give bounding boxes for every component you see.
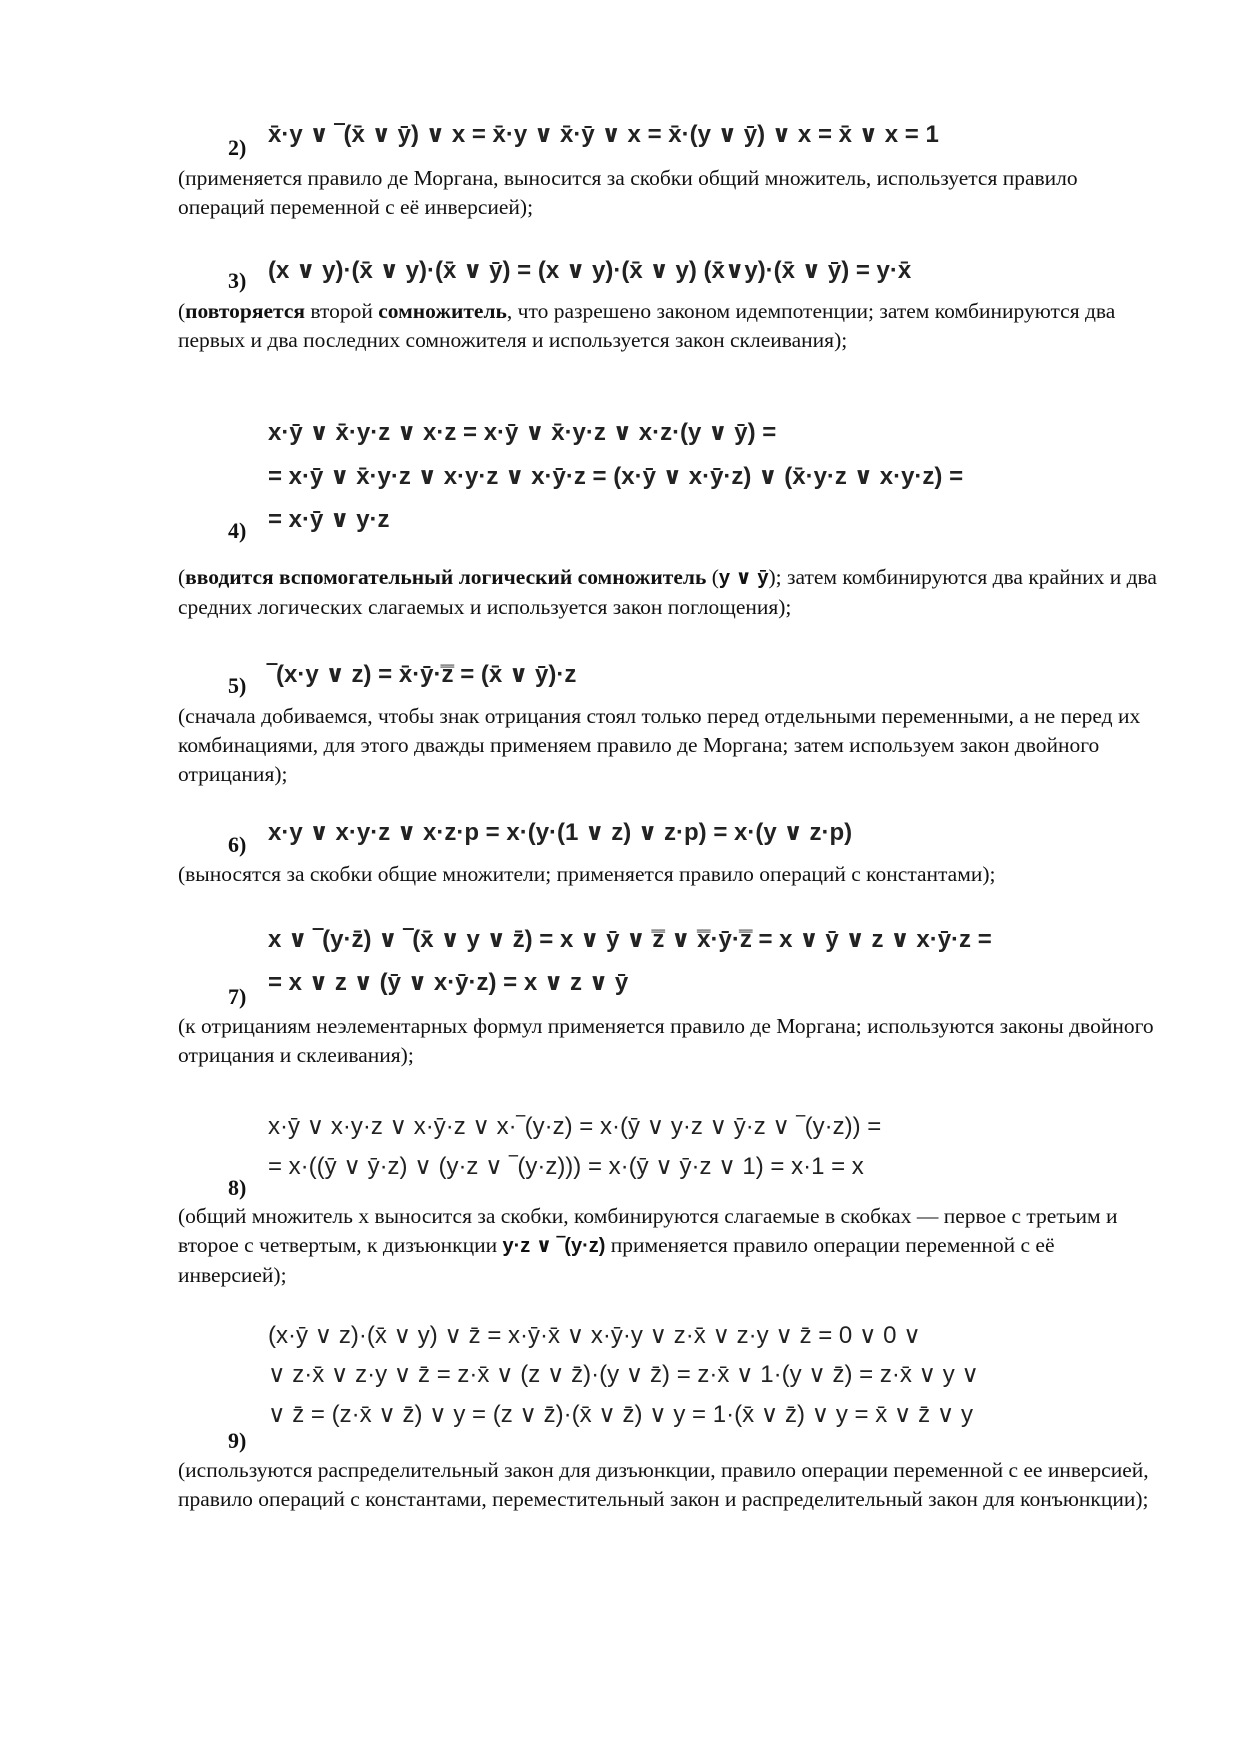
item-4-number: 4) xyxy=(228,518,247,543)
item-8-inline-formula: y·z ∨ ‾(y·z) xyxy=(502,1235,606,1257)
item-4-formula-line-1: x·ȳ ∨ x̄·y·z ∨ x·z = x·ȳ ∨ x̄·y·z ∨ x·z·(y ∨ ȳ) = xyxy=(268,419,777,446)
item-4-formula-line-2: = x·ȳ ∨ x̄·y·z ∨ x·y·z ∨ x·ȳ·z = (x·ȳ ∨ x·ȳ·z) ∨ (x̄·y·z ∨ x·y·z) = xyxy=(268,463,964,490)
item-5-explanation: (сначала добиваемся, чтобы знак отрицания стоял только перед отдельными переменными, а не перед их комбинациями, для этого дважды применяем правило де Моргана; затем используем закон двойного отрицания); xyxy=(178,704,1141,786)
item-8-text-1: (общий множитель x выносится за скобки, комбинируются слагаемые в скобках — первое с третьим и второе с четвертым, к дизъюнкции xyxy=(178,1204,1118,1257)
item-8-formula-line-1: x·ȳ ∨ x·y·z ∨ x·ȳ·z ∨ x·‾(y·z) = x·(ȳ ∨ y·z ∨ ȳ·z ∨ ‾(y·z)) = xyxy=(268,1113,882,1140)
item-9-formula-line-3: ∨ z̄ = (z·x̄ ∨ z̄) ∨ y = (z ∨ z̄)·(x̄ ∨ z̄) ∨ y = 1·(x̄ ∨ z̄) ∨ y = x̄ ∨ z̄ ∨ y xyxy=(268,1401,974,1428)
item-7-formula-line-2: = x ∨ z ∨ (ȳ ∨ x·ȳ·z) = x ∨ z ∨ ȳ xyxy=(268,969,629,996)
item-2-number: 2) xyxy=(228,135,247,160)
item-6-number: 6) xyxy=(228,832,247,857)
item-3-number: 3) xyxy=(228,268,247,293)
item-6-explanation: (выносятся за скобки общие множители; применяется правило операций с константами); xyxy=(178,862,996,886)
item-7-explanation: (к отрицаниям неэлементарных формул применяется правило де Моргана; используются законы двойного отрицания и склеивания); xyxy=(178,1014,1154,1067)
item-5-number: 5) xyxy=(228,673,247,698)
item-3-formula: (x ∨ y)·(x̄ ∨ y)·(x̄ ∨ ȳ) = (x ∨ y)·(x̄ ∨ y) (x̄∨y)·(x̄ ∨ ȳ) = y·x̄ xyxy=(268,257,912,284)
item-2-formula: x̄·y ∨ ‾(x̄ ∨ ȳ) ∨ x = x̄·y ∨ x̄·ȳ ∨ x = x̄·(y ∨ ȳ) ∨ x = x̄ ∨ x = 1 xyxy=(268,121,939,148)
item-2-explanation: (применяется правило де Моргана, выносится за скобки общий множитель, используется правило операций переменной с её инверсией); xyxy=(178,166,1078,219)
item-8-explanation xyxy=(178,1202,1168,1290)
item-4-text: ); затем комбинируются два крайних и два средних логических слагаемых и используется закон поглощения); xyxy=(178,565,1157,619)
item-6-formula: x·y ∨ x·y·z ∨ x·z·p = x·(y·(1 ∨ z) ∨ z·p) = x·(y ∨ z·p) xyxy=(268,819,853,846)
item-3-explanation: (повторяется второй сомножитель, что разрешено законом идемпотенции; затем комбинируются два первых и два последних сомножителя и используется закон склеивания); xyxy=(178,299,1116,352)
item-7-number: 7) xyxy=(228,984,247,1009)
item-9-formula-line-2: ∨ z·x̄ ∨ z·y ∨ z̄ = z·x̄ ∨ (z ∨ z̄)·(y ∨ z̄) = z·x̄ ∨ 1·(y ∨ z̄) = z·x̄ ∨ y ∨ xyxy=(268,1361,979,1388)
item-3-bold-1: повторяется xyxy=(185,299,306,323)
item-9-formula-line-1: (x·ȳ ∨ z)·(x̄ ∨ y) ∨ z̄ = x·ȳ·x̄ ∨ x·ȳ·y ∨ z·x̄ ∨ z·y ∨ z̄ = 0 ∨ 0 ∨ xyxy=(268,1322,921,1349)
item-4-bold: вводится вспомогательный логический сомножитель xyxy=(185,565,707,589)
item-5-formula: ‾(x·y ∨ z) = x̄·ȳ·z̿ = (x̄ ∨ ȳ)·z xyxy=(268,661,577,688)
item-3-text-2: , что разрешено законом идемпотенции; затем комбинируются два первых и два последних сомножителя и используется закон склеивания); xyxy=(178,299,1116,352)
item-3-text-1: второй xyxy=(305,299,379,323)
item-7-formula-line-1: x ∨ ‾(y·z̄) ∨ ‾(x̄ ∨ y ∨ z̄) = x ∨ ȳ ∨ z̿ ∨ x̿·ȳ·z̿ = x ∨ ȳ ∨ z ∨ x·ȳ·z = xyxy=(268,926,992,953)
item-3-bold-2: сомножитель xyxy=(378,299,507,323)
item-4-formula-line-3: = x·ȳ ∨ y·z xyxy=(268,506,390,533)
item-8-text-2: применяется правило операции переменной с её инверсией); xyxy=(178,1233,1055,1287)
item-9-explanation: (используются распределительный закон для дизъюнкции, правило операции переменной с ее инверсией, правило операций с константами, переместительный закон и распределительный закон для конъюнкции); xyxy=(178,1458,1149,1511)
item-8-formula-line-2: = x·((ȳ ∨ ȳ·z) ∨ (y·z ∨ ‾(y·z))) = x·(ȳ ∨ ȳ·z ∨ 1) = x·1 = x xyxy=(268,1153,864,1180)
item-9-number: 9) xyxy=(228,1428,247,1453)
item-4-inline-formula: y ∨ ȳ xyxy=(718,567,769,589)
item-8-number: 8) xyxy=(228,1175,247,1200)
item-4-explanation: (вводится вспомогательный логический сомножитель (y ∨ ȳ); затем комбинируются два крайних и два средних логических слагаемых и используется закон поглощения); xyxy=(178,565,1157,619)
